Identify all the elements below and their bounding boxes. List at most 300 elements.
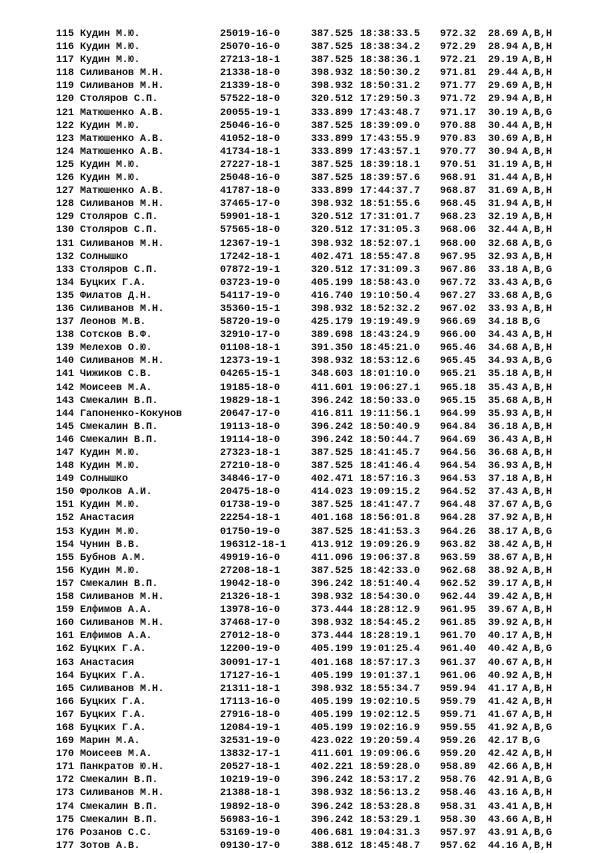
arrival-time-cell: 18:57:17.3 [360,657,421,669]
distance-cell: 388.612 [311,840,354,852]
speed-cell: 971.72 [440,94,477,106]
points-cell: 34.93 [487,356,518,368]
ring-code-cell: 10219-19-0 [220,775,281,787]
arrival-time-cell: 18:38:33.5 [360,29,421,40]
points-cell: 41.67 [487,709,518,721]
speed-cell: 962.44 [440,592,477,604]
category-cell: A,B,H [522,434,553,446]
name-cell: Анастасия [80,513,135,525]
ring-code-cell: 21326-18-1 [220,592,281,604]
rank-cell: 118 [55,68,74,80]
speed-cell: 958.30 [440,814,477,826]
speed-cell: 965.15 [440,395,477,407]
name-cell: Силиванов М.Н. [80,592,165,604]
category-cell: A,B,H [522,840,553,852]
arrival-time-cell: 18:50:40.9 [360,421,421,433]
category-cell: A,B,H [522,605,553,617]
category-cell: A,B,H [522,461,553,473]
ring-code-cell: 57522-18-0 [220,94,281,106]
points-cell: 43.16 [487,788,518,800]
points-cell: 34.68 [487,343,518,355]
points-cell: 28.69 [487,29,518,40]
points-cell: 38.67 [487,552,518,564]
points-cell: 30.94 [487,146,518,158]
rank-cell: 177 [55,840,74,852]
arrival-time-cell: 18:50:44.7 [360,434,421,446]
speed-cell: 971.77 [440,81,477,93]
rank-cell: 155 [55,552,74,564]
category-cell: A,B,H [522,592,553,604]
name-cell: Буцких Г.А. [80,670,147,682]
distance-cell: 387.525 [311,526,354,538]
name-cell: Кудин М.Ю. [80,448,141,459]
name-cell: Кудин М.Ю. [80,173,141,185]
speed-cell: 961.40 [440,644,477,656]
category-cell: A,B,H [522,539,553,551]
arrival-time-cell: 18:56:13.2 [360,788,421,800]
speed-cell: 968.00 [440,238,477,250]
speed-cell: 968.87 [440,186,477,198]
speed-cell: 964.56 [440,448,477,459]
name-cell: Матюшенко А.В. [80,107,165,119]
points-cell: 37.43 [487,487,518,499]
ring-code-cell: 21339-18-0 [220,81,281,93]
speed-cell: 959.26 [440,736,477,748]
ring-code-cell: 12084-19-1 [220,722,281,734]
points-cell: 38.92 [487,565,518,577]
name-cell: Смекалин В.П. [80,775,159,787]
arrival-time-cell: 18:42:33.0 [360,565,421,577]
speed-cell: 972.29 [440,42,477,54]
name-cell: Кудин М.Ю. [80,526,141,538]
category-cell: A,B,G [522,644,553,656]
distance-cell: 416.811 [311,408,354,420]
distance-cell: 402.221 [311,762,354,774]
ring-code-cell: 56983-16-1 [220,814,281,826]
points-cell: 42.42 [487,749,518,761]
speed-cell: 972.32 [440,29,477,40]
name-cell: Кудин М.Ю. [80,120,141,132]
distance-cell: 396.242 [311,421,354,433]
arrival-time-cell: 18:41:45.7 [360,448,421,459]
points-cell: 43.91 [487,827,518,839]
ring-code-cell: 04265-15-1 [220,369,281,381]
points-cell: 36.43 [487,434,518,446]
arrival-time-cell: 19:09:26.9 [360,539,421,551]
arrival-time-cell: 18:53:17.2 [360,775,421,787]
rank-cell: 152 [55,513,74,525]
rank-cell: 165 [55,683,74,695]
category-cell: A,B,H [522,159,553,171]
category-cell: A,B,H [522,683,553,695]
name-cell: Кудин М.Ю. [80,55,141,67]
arrival-time-cell: 19:02:12.5 [360,709,421,721]
ring-code-cell: 01738-19-0 [220,500,281,512]
rank-cell: 169 [55,736,74,748]
rank-cell: 148 [55,461,74,473]
arrival-time-cell: 19:01:37.1 [360,670,421,682]
rank-cell: 176 [55,827,74,839]
ring-code-cell: 12200-19-0 [220,644,281,656]
ring-code-cell: 07872-19-1 [220,264,281,276]
name-cell: Смекалин В.П. [80,578,159,590]
distance-cell: 416.740 [311,290,354,302]
points-cell: 31.69 [487,186,518,198]
points-cell: 36.18 [487,421,518,433]
points-cell: 29.69 [487,81,518,93]
speed-cell: 967.95 [440,251,477,263]
name-cell: Анастасия [80,657,135,669]
distance-cell: 402.471 [311,251,354,263]
distance-cell: 387.525 [311,461,354,473]
category-cell: A,B,H [522,303,553,315]
points-cell: 38.17 [487,526,518,538]
ring-code-cell: 58720-19-0 [220,317,281,329]
ring-code-cell: 25019-16-0 [220,29,281,40]
points-cell: 42.91 [487,775,518,787]
ring-code-cell: 27208-18-1 [220,565,281,577]
rank-cell: 116 [55,42,74,54]
name-cell: Смекалин В.П. [80,395,159,407]
category-cell: A,B,G [522,526,553,538]
arrival-time-cell: 18:59:28.0 [360,762,421,774]
ring-code-cell: 17242-18-1 [220,251,281,263]
ring-code-cell: 19113-18-0 [220,421,281,433]
speed-cell: 958.76 [440,775,477,787]
ring-code-cell: 32910-17-0 [220,330,281,342]
ring-code-cell: 20527-18-1 [220,762,281,774]
category-cell: A,B,H [522,133,553,145]
name-cell: Силиванов М.Н. [80,68,165,80]
rank-cell: 138 [55,330,74,342]
speed-cell: 959.79 [440,696,477,708]
distance-cell: 405.199 [311,277,354,289]
points-cell: 40.42 [487,644,518,656]
category-cell: A,B,H [522,42,553,54]
ring-code-cell: 19892-18-0 [220,801,281,813]
name-cell: Буцких Г.А. [80,709,147,721]
points-cell: 43.41 [487,801,518,813]
name-cell: Смекалин В.П. [80,421,159,433]
name-cell: Буцких Г.А. [80,722,147,734]
ring-code-cell: 19042-18-0 [220,578,281,590]
ring-code-cell: 27012-18-0 [220,631,281,643]
ring-code-cell: 17127-16-1 [220,670,281,682]
name-cell: Зотов А.В. [80,840,141,852]
name-cell: Елфимов А.А. [80,631,153,643]
name-cell: Смекалин В.П. [80,814,159,826]
distance-cell: 405.199 [311,722,354,734]
rank-cell: 126 [55,173,74,185]
ring-code-cell: 41787-18-0 [220,186,281,198]
speed-cell: 959.71 [440,709,477,721]
arrival-time-cell: 18:41:53.3 [360,526,421,538]
ring-code-cell: 27323-18-1 [220,448,281,459]
rank-cell: 172 [55,775,74,787]
category-cell: A,B,H [522,68,553,80]
distance-cell: 423.022 [311,736,354,748]
points-cell: 33.18 [487,264,518,276]
distance-cell: 373.444 [311,631,354,643]
rank-cell: 145 [55,421,74,433]
ring-code-cell: 41052-18-0 [220,133,281,145]
speed-cell: 962.68 [440,565,477,577]
arrival-time-cell: 18:01:10.0 [360,369,421,381]
arrival-time-cell: 17:44:37.7 [360,186,421,198]
points-cell: 43.66 [487,814,518,826]
name-cell: Чунин В.В. [80,539,141,551]
name-cell: Матюшенко А.В. [80,133,165,145]
arrival-time-cell: 18:56:01.8 [360,513,421,525]
points-cell: 39.67 [487,605,518,617]
ring-code-cell: 35360-15-1 [220,303,281,315]
speed-cell: 968.06 [440,225,477,237]
ring-code-cell: 19185-18-0 [220,382,281,394]
category-cell: A,B,H [522,448,553,459]
points-cell: 41.42 [487,696,518,708]
speed-cell: 961.37 [440,657,477,669]
ring-code-cell: 19114-18-0 [220,434,281,446]
arrival-time-cell: 18:43:24.9 [360,330,421,342]
ring-code-cell: 12373-19-1 [220,356,281,368]
speed-cell: 970.51 [440,159,477,171]
arrival-time-cell: 17:43:57.1 [360,146,421,158]
category-cell: A,B,H [522,513,553,525]
rank-cell: 171 [55,762,74,774]
arrival-time-cell: 19:09:15.2 [360,487,421,499]
category-cell: A,B,H [522,395,553,407]
rank-cell: 143 [55,395,74,407]
points-cell: 40.17 [487,631,518,643]
name-cell: Сотсков В.Ф. [80,330,153,342]
points-cell: 37.92 [487,513,518,525]
distance-cell: 320.512 [311,264,354,276]
ring-code-cell: 01108-18-1 [220,343,281,355]
ring-code-cell: 27916-18-0 [220,709,281,721]
arrival-time-cell: 18:57:16.3 [360,474,421,486]
points-cell: 29.94 [487,94,518,106]
rank-cell: 175 [55,814,74,826]
ring-code-cell: 25048-16-0 [220,173,281,185]
arrival-time-cell: 19:02:10.5 [360,696,421,708]
points-cell: 39.92 [487,618,518,630]
arrival-time-cell: 18:58:43.0 [360,277,421,289]
name-cell: Силиванов М.Н. [80,788,165,800]
distance-cell: 333.899 [311,107,354,119]
speed-cell: 964.69 [440,434,477,446]
arrival-time-cell: 18:39:09.0 [360,120,421,132]
distance-cell: 320.512 [311,212,354,224]
distance-cell: 405.199 [311,696,354,708]
distance-cell: 333.899 [311,146,354,158]
rank-cell: 173 [55,788,74,800]
arrival-time-cell: 18:54:45.2 [360,618,421,630]
rank-cell: 141 [55,369,74,381]
rank-cell: 125 [55,159,74,171]
speed-cell: 965.46 [440,343,477,355]
rank-cell: 142 [55,382,74,394]
arrival-time-cell: 17:31:09.3 [360,264,421,276]
arrival-time-cell: 18:54:30.0 [360,592,421,604]
points-cell: 32.44 [487,225,518,237]
rank-cell: 131 [55,238,74,250]
points-cell: 30.19 [487,107,518,119]
distance-cell: 398.932 [311,683,354,695]
name-cell: Марин М.А. [80,736,141,748]
name-cell: Чижиков С.В. [80,369,153,381]
distance-cell: 396.242 [311,434,354,446]
points-cell: 36.68 [487,448,518,459]
distance-cell: 413.912 [311,539,354,551]
name-cell: Солнышко [80,251,129,263]
ring-code-cell: 27227-18-1 [220,159,281,171]
distance-cell: 396.242 [311,578,354,590]
points-cell: 35.18 [487,369,518,381]
ring-code-cell: 30091-17-1 [220,657,281,669]
category-cell: A,B,H [522,94,553,106]
category-cell: A,B,H [522,199,553,211]
category-cell: B,G [522,317,541,329]
category-cell: A,B,H [522,618,553,630]
speed-cell: 967.02 [440,303,477,315]
arrival-time-cell: 19:02:16.9 [360,722,421,734]
distance-cell: 387.525 [311,173,354,185]
ring-code-cell: 20647-17-0 [220,408,281,420]
speed-cell: 964.99 [440,408,477,420]
distance-cell: 333.899 [311,186,354,198]
arrival-time-cell: 18:28:19.1 [360,631,421,643]
distance-cell: 387.525 [311,565,354,577]
name-cell: Силиванов М.Н. [80,303,165,315]
speed-cell: 971.81 [440,68,477,80]
rank-cell: 164 [55,670,74,682]
category-cell: A,B,H [522,186,553,198]
category-cell: A,B,H [522,565,553,577]
rank-cell: 140 [55,356,74,368]
name-cell: Буцких Г.А. [80,696,147,708]
category-cell: A,B,H [522,251,553,263]
speed-cell: 961.06 [440,670,477,682]
rank-cell: 124 [55,146,74,158]
rank-cell: 136 [55,303,74,315]
rank-cell: 147 [55,448,74,459]
arrival-time-cell: 18:45:48.7 [360,840,421,852]
distance-cell: 389.698 [311,330,354,342]
distance-cell: 401.168 [311,657,354,669]
points-cell: 28.94 [487,42,518,54]
distance-cell: 405.199 [311,709,354,721]
speed-cell: 966.00 [440,330,477,342]
arrival-time-cell: 19:19:49.9 [360,317,421,329]
speed-cell: 968.91 [440,173,477,185]
speed-cell: 963.59 [440,552,477,564]
distance-cell: 387.525 [311,120,354,132]
points-cell: 38.42 [487,539,518,551]
speed-cell: 964.26 [440,526,477,538]
ring-code-cell: 32531-19-0 [220,736,281,748]
points-cell: 37.18 [487,474,518,486]
distance-cell: 398.932 [311,788,354,800]
name-cell: Кудин М.Ю. [80,461,141,473]
rank-cell: 157 [55,578,74,590]
distance-cell: 391.350 [311,343,354,355]
name-cell: Филатов Д.Н. [80,290,153,302]
name-cell: Столяров С.П. [80,94,159,106]
points-cell: 32.68 [487,238,518,250]
name-cell: Моисеев М.А. [80,749,153,761]
name-cell: Силиванов М.Н. [80,618,165,630]
ring-code-cell: 13832-17-1 [220,749,281,761]
points-cell: 33.43 [487,277,518,289]
name-cell: Силиванов М.Н. [80,356,165,368]
ring-code-cell: 19829-18-1 [220,395,281,407]
name-cell: Кудин М.Ю. [80,29,141,40]
rank-cell: 167 [55,709,74,721]
arrival-time-cell: 19:06:37.8 [360,552,421,564]
distance-cell: 414.023 [311,487,354,499]
distance-cell: 398.932 [311,618,354,630]
ring-code-cell: 53169-19-0 [220,827,281,839]
points-cell: 31.44 [487,173,518,185]
distance-cell: 398.932 [311,238,354,250]
rank-cell: 144 [55,408,74,420]
rank-cell: 128 [55,199,74,211]
distance-cell: 348.603 [311,369,354,381]
distance-cell: 396.242 [311,395,354,407]
rank-cell: 132 [55,251,74,263]
ring-code-cell: 25046-16-0 [220,120,281,132]
name-cell: Фролков А.И. [80,487,153,499]
arrival-time-cell: 18:41:46.4 [360,461,421,473]
points-cell: 29.44 [487,68,518,80]
name-cell: Силиванов М.Н. [80,683,165,695]
name-cell: Леонов М.В. [80,317,147,329]
arrival-time-cell: 18:28:12.9 [360,605,421,617]
category-cell: A,B,H [522,120,553,132]
arrival-time-cell: 18:38:36.1 [360,55,421,67]
name-cell: Панкратов Ю.Н. [80,762,165,774]
category-cell: A,B,G [522,500,553,512]
rank-cell: 150 [55,487,74,499]
arrival-time-cell: 17:43:48.7 [360,107,421,119]
name-cell: Столяров С.П. [80,264,159,276]
points-cell: 36.93 [487,461,518,473]
arrival-time-cell: 18:51:40.4 [360,578,421,590]
ring-code-cell: 41734-18-1 [220,146,281,158]
speed-cell: 970.77 [440,146,477,158]
distance-cell: 405.199 [311,644,354,656]
rank-cell: 156 [55,565,74,577]
arrival-time-cell: 18:41:47.7 [360,500,421,512]
ring-code-cell: 12367-19-1 [220,238,281,250]
ring-code-cell: 37465-17-0 [220,199,281,211]
rank-cell: 119 [55,81,74,93]
speed-cell: 958.31 [440,801,477,813]
arrival-time-cell: 17:29:50.3 [360,94,421,106]
name-cell: Кудин М.Ю. [80,500,141,512]
rank-cell: 151 [55,500,74,512]
distance-cell: 411.096 [311,552,354,564]
ring-code-cell: 27213-18-1 [220,55,281,67]
name-cell: Бубнов А.М. [80,552,147,564]
speed-cell: 967.72 [440,277,477,289]
arrival-time-cell: 19:04:31.3 [360,827,421,839]
distance-cell: 373.444 [311,605,354,617]
rank-cell: 127 [55,186,74,198]
distance-cell: 387.525 [311,42,354,54]
points-cell: 42.17 [487,736,518,748]
category-cell: A,B,G [522,722,553,734]
